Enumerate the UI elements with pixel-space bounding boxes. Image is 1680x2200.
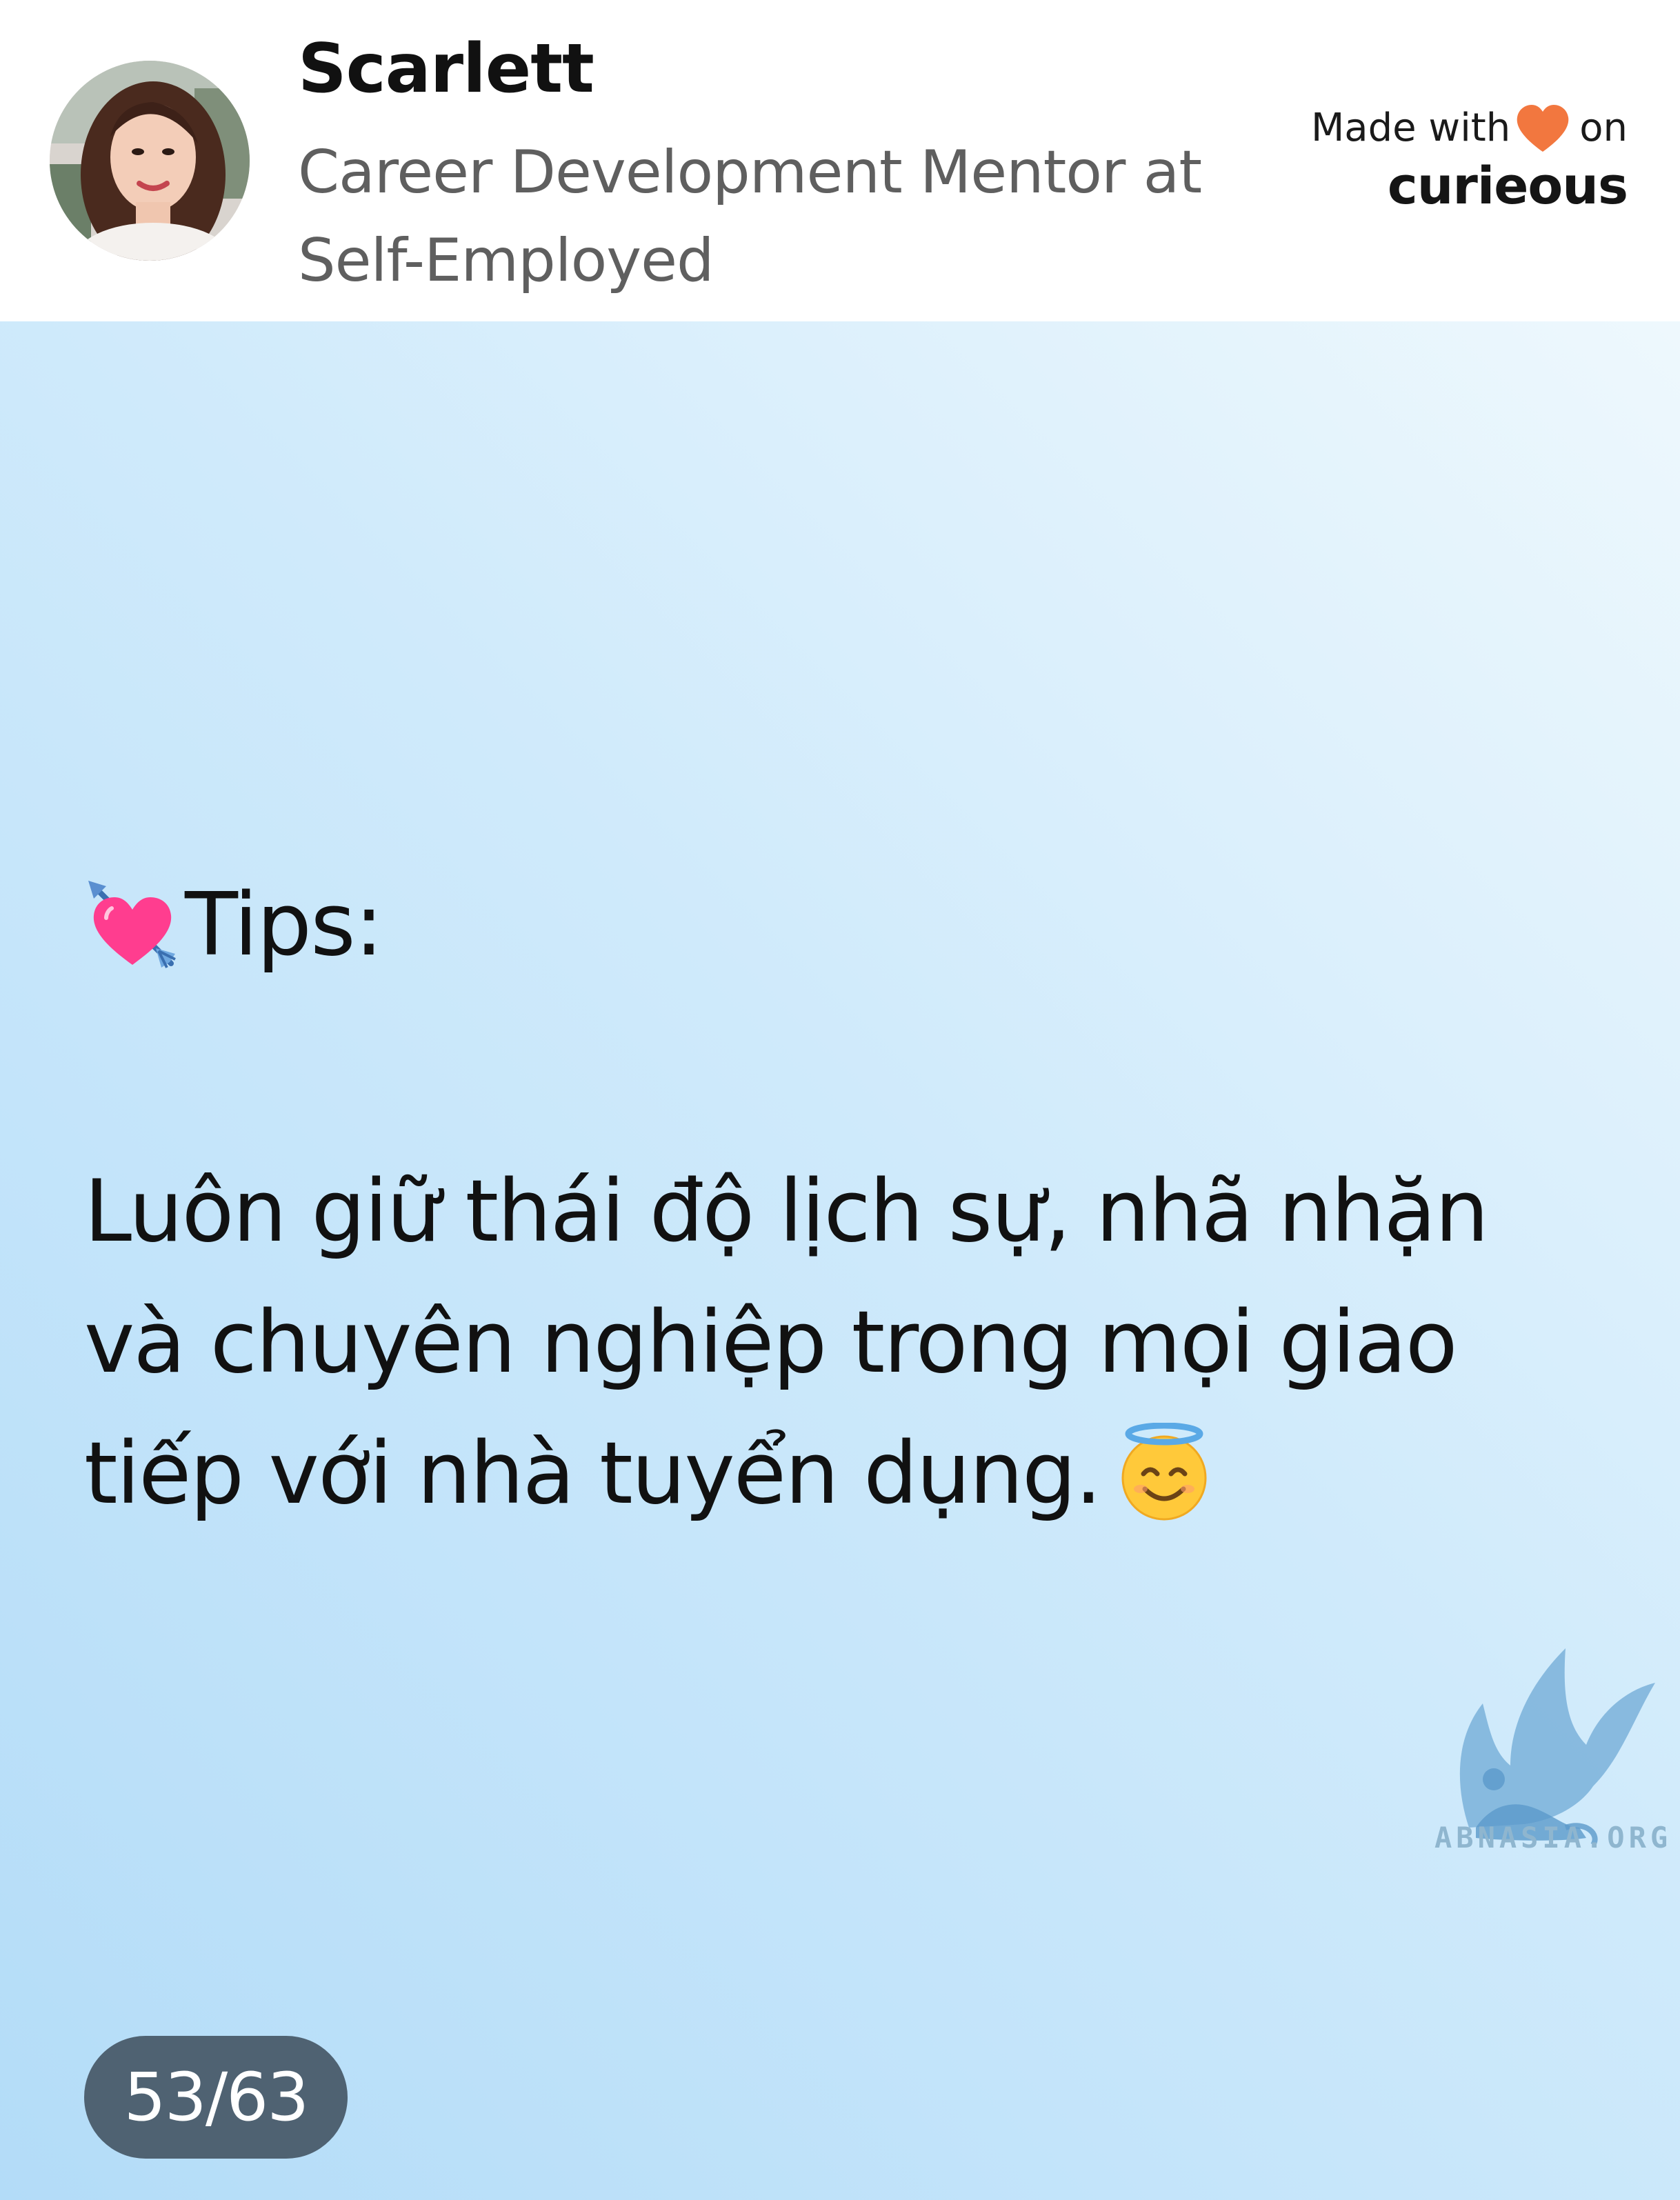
post-content-panel — [0, 321, 1680, 2200]
made-with-line — [1311, 103, 1628, 153]
author-avatar[interactable] — [50, 61, 250, 261]
tips-heading — [84, 873, 382, 977]
curieous-logo[interactable]: curieous — [1387, 157, 1628, 216]
avatar-photo — [50, 61, 250, 261]
post-body — [84, 1146, 1567, 1539]
post-body-text: Luôn giữ thái độ lịch sự, nhã nhặn và chuyên nghiệp trong mọi giao tiếp với nhà tuyển dụng. — [84, 1162, 1488, 1523]
tips-title: Tips: — [185, 874, 383, 975]
post-header — [0, 0, 1680, 321]
heart-with-arrow-icon — [84, 877, 181, 973]
watermark-text: ABNASIA.ORG — [1434, 1821, 1672, 1854]
made-with-suffix: on — [1579, 106, 1628, 150]
smiling-face-with-halo-icon — [1114, 1423, 1214, 1522]
author-role: Career Development Mentor at Self-Employed — [298, 138, 1202, 295]
heart-icon — [1516, 103, 1570, 153]
griffin-watermark-icon — [1428, 1621, 1676, 1855]
author-name[interactable]: Scarlett — [298, 30, 594, 108]
page-counter: 53/63 — [84, 2036, 348, 2159]
made-with-prefix: Made with — [1310, 106, 1511, 150]
made-with-badge[interactable] — [1311, 103, 1628, 219]
